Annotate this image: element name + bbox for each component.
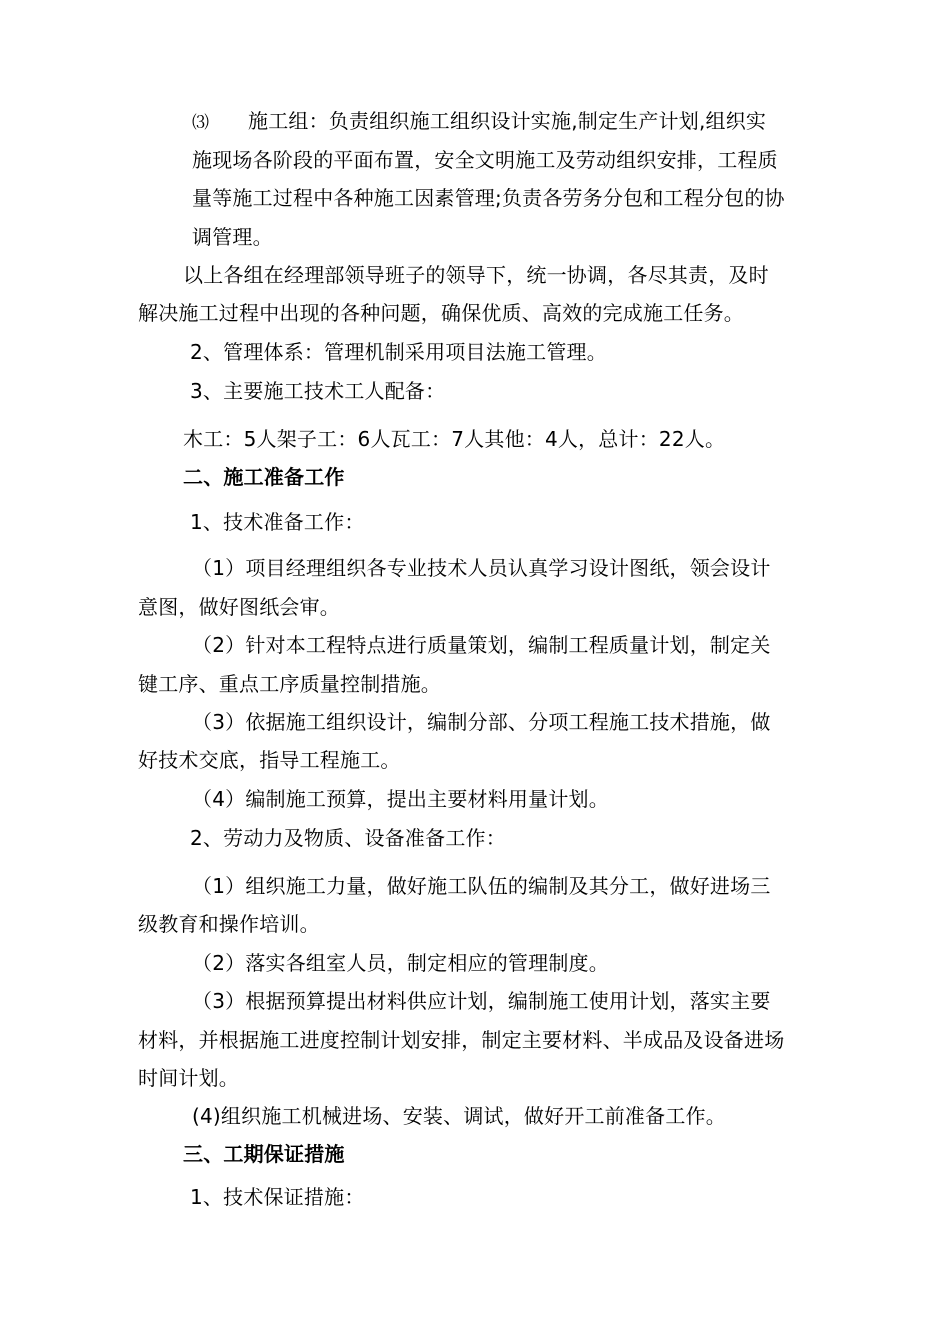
- paragraph-line: 施现场各阶段的平面布置，安全文明施工及劳动组织安排，工程质: [192, 148, 778, 172]
- paragraph-line: （4）编制施工预算，提出主要材料用量计划。: [192, 787, 609, 811]
- paragraph-line: 3、主要施工技术工人配备：: [190, 379, 446, 403]
- section-heading: 三、工期保证措施: [183, 1142, 345, 1166]
- paragraph-line: 量等施工过程中各种施工因素管理;负责各劳务分包和工程分包的协: [192, 186, 785, 210]
- paragraph-line: 时间计划。: [138, 1066, 239, 1090]
- paragraph-line: （2）针对本工程特点进行质量策划，编制工程质量计划，制定关: [192, 633, 771, 657]
- paragraph-line: (4)组织施工机械进场、安装、调试，做好开工前准备工作。: [192, 1104, 726, 1128]
- paragraph-line: （1）项目经理组织各专业技术人员认真学习设计图纸，领会设计: [192, 556, 771, 580]
- paragraph-line: 1、技术保证措施：: [190, 1185, 365, 1209]
- paragraph-line: 级教育和操作培训。: [138, 912, 320, 936]
- paragraph-line: （1）组织施工力量，做好施工队伍的编制及其分工，做好进场三: [192, 874, 771, 898]
- item-label: ⑶: [192, 113, 210, 133]
- paragraph-line: [192, 108, 766, 136]
- text: 施工组：负责组织施工组织设计实施,制定生产计划,组织实: [248, 109, 767, 133]
- paragraph-line: 以上各组在经理部领导班子的领导下，统一协调，各尽其责，及时: [183, 263, 769, 287]
- paragraph-line: 调管理。: [192, 225, 273, 249]
- paragraph-line: （3）依据施工组织设计，编制分部、分项工程施工技术措施，做: [192, 710, 771, 734]
- paragraph-line: 键工序、重点工序质量控制措施。: [138, 672, 441, 696]
- paragraph-line: 意图，做好图纸会审。: [138, 595, 340, 619]
- paragraph-line: 2、管理体系：管理机制采用项目法施工管理。: [190, 340, 607, 364]
- paragraph-line: 2、劳动力及物质、设备准备工作：: [190, 826, 506, 850]
- section-heading: 二、施工准备工作: [183, 465, 345, 489]
- paragraph-line: 解决施工过程中出现的各种问题，确保优质、高效的完成施工任务。: [138, 301, 744, 325]
- paragraph-line: 1、技术准备工作：: [190, 510, 365, 534]
- paragraph-line: （3）根据预算提出材料供应计划，编制施工使用计划，落实主要: [192, 989, 771, 1013]
- paragraph-line: 材料，并根据施工进度控制计划安排，制定主要材料、半成品及设备进场: [138, 1028, 785, 1052]
- paragraph-line: 木工：5人架子工：6人瓦工：7人其他：4人，总计：22人。: [183, 427, 726, 451]
- paragraph-line: （2）落实各组室人员，制定相应的管理制度。: [192, 951, 609, 975]
- paragraph-line: 好技术交底，指导工程施工。: [138, 748, 401, 772]
